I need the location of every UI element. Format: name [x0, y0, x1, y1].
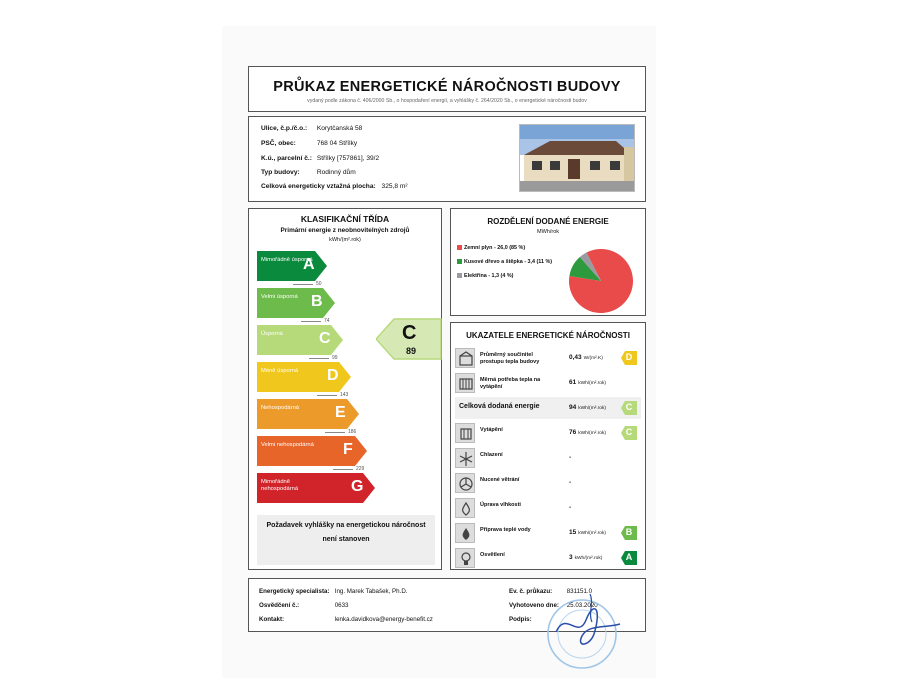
radiator-icon	[455, 373, 475, 393]
indicator-number: -	[569, 454, 572, 461]
indicator-value	[569, 429, 606, 436]
rating-marker	[376, 318, 442, 365]
indicator-row	[455, 497, 641, 519]
class-arrow-tip	[355, 436, 367, 466]
indicators-panel	[450, 322, 646, 570]
requirement-title: Požadavek vyhlášky na energetickou náročnost	[266, 522, 426, 529]
indicator-value	[569, 529, 606, 536]
specialist-row	[259, 588, 408, 595]
indicator-row	[455, 347, 641, 369]
indicator-class-letter: B	[625, 527, 633, 537]
distribution-pie	[567, 247, 635, 315]
class-threshold-value: 186	[348, 429, 357, 435]
class-description: Velmi úsporná	[261, 294, 298, 300]
indicator-label: Osvětlení	[480, 552, 505, 558]
indicator-number: 15	[569, 529, 577, 536]
requirement-value: není stanoven	[322, 536, 370, 543]
issued-label: Vyhotoveno dne:	[509, 602, 559, 609]
indicators-title: UKAZATELE ENERGETICKÉ NÁROČNOSTI	[466, 331, 630, 340]
specialist-value: Ing. Marek Tabašek, Ph.D.	[334, 588, 408, 595]
class-letter: G	[351, 478, 364, 495]
certificate-value: 0633	[334, 602, 349, 609]
cooling-icon	[455, 448, 475, 468]
class-letter: E	[335, 404, 346, 421]
classification-subtitle: Primární energie z neobnovitelných zdrojů	[280, 227, 410, 234]
class-arrow-tip	[339, 362, 351, 392]
classification-unit: kWh/(m².rok)	[329, 237, 361, 243]
indicator-number: 3	[569, 554, 573, 561]
indicator-unit: kWh/(m².rok)	[578, 531, 606, 536]
class-threshold-line	[333, 469, 353, 470]
legend-label: Kusové dřevo a štěpka - 3,4 (11 %)	[464, 259, 553, 265]
class-arrow-tip	[331, 325, 343, 355]
indicator-unit: kWh/(m².rok)	[578, 406, 606, 411]
contact-row	[259, 616, 433, 623]
lighting-icon	[455, 548, 475, 568]
indicator-number: 76	[569, 429, 577, 436]
indicator-row	[455, 547, 641, 569]
class-description: Nehospodárná	[261, 405, 300, 411]
indicator-row	[455, 522, 641, 544]
legend-label: Zemní plyn - 26,0 (85 %)	[464, 245, 526, 251]
indicator-unit: kWh/(m².rok)	[574, 556, 603, 561]
indicator-row	[455, 397, 641, 419]
psc-label: PSČ, obec:	[261, 140, 296, 147]
distribution-title: ROZDĚLENÍ DODANÉ ENERGIE	[487, 217, 609, 226]
indicator-class-letter: A	[625, 552, 633, 562]
classification-panel	[248, 208, 442, 570]
legend-item	[457, 273, 569, 279]
indicator-label: Průměrný součinitel prostupu tepla budovy	[480, 352, 540, 365]
page-subtitle: vydaný podle zákona č. 406/2000 Sb., o hospodaření energií, a vyhlášky č. 264/2020 Sb., o energetické náročnosti budov	[307, 98, 587, 104]
type-label: Typ budovy:	[261, 169, 300, 176]
class-letter: B	[311, 293, 323, 310]
indicator-class-letter: D	[625, 352, 633, 362]
legend-item	[457, 245, 569, 251]
indicator-unit: W/(m².K)	[583, 356, 603, 361]
indicator-label: Chlazení	[480, 452, 503, 458]
certificate-label: Osvědčení č.:	[259, 602, 300, 609]
psc-row	[261, 140, 357, 147]
indicator-number: 0,43	[569, 354, 582, 361]
street-label: Ulice, č.p./č.o.:	[261, 125, 308, 132]
class-arrow-tip	[315, 251, 327, 281]
cadastre-row	[261, 155, 379, 162]
class-arrow-tip	[363, 473, 375, 503]
indicator-class-badge	[621, 401, 637, 415]
indicator-class-badge	[621, 351, 637, 365]
indicator-label: Nucené větrání	[480, 477, 520, 483]
page-title: PRŮKAZ ENERGETICKÉ NÁROČNOSTI BUDOVY	[273, 79, 621, 95]
indicator-value	[569, 404, 606, 411]
fan-icon	[455, 473, 475, 493]
indicator-row	[455, 422, 641, 444]
class-threshold-line	[325, 432, 345, 433]
legend-item	[457, 259, 569, 265]
area-value: 325,8 m²	[381, 183, 408, 190]
indicator-label: Úprava vlhkosti	[480, 502, 521, 508]
indicator-unit: kWh/(m².rok)	[578, 381, 606, 386]
class-arrow-tip	[347, 399, 359, 429]
class-threshold-value: 99	[332, 355, 338, 361]
type-value: Rodinný dům	[316, 169, 356, 176]
specialist-label: Energetický specialista:	[259, 588, 330, 595]
area-row	[261, 183, 408, 190]
indicator-value	[569, 454, 571, 461]
certificate-row	[259, 602, 349, 609]
distribution-unit: MWh/rok	[537, 229, 559, 235]
building-info	[248, 116, 646, 202]
indicator-value	[569, 554, 602, 561]
indicator-class-badge	[621, 426, 637, 440]
indicator-value	[569, 479, 571, 486]
indicator-value	[569, 379, 606, 386]
class-letter: F	[343, 441, 353, 458]
document-header	[248, 66, 646, 112]
rating-letter: C	[402, 322, 417, 344]
street-row	[261, 125, 362, 132]
signature-label: Podpis:	[509, 616, 532, 623]
class-threshold-line	[309, 358, 329, 359]
class-description: Mimořádně nehospodárná	[261, 479, 299, 492]
class-description: Velmi nehospodárná	[261, 442, 314, 448]
class-arrow-body	[257, 399, 347, 429]
indicator-number: -	[569, 479, 572, 486]
class-letter: D	[327, 367, 339, 384]
class-threshold-value: 229	[356, 466, 365, 472]
legend-swatch	[457, 273, 462, 278]
class-letter: A	[303, 256, 315, 273]
indicator-label: Vytápění	[480, 427, 503, 433]
rating-value: 89	[406, 346, 417, 356]
humidity-icon	[455, 498, 475, 518]
class-description: Méně úsporná	[261, 368, 299, 374]
indicator-label: Celková dodaná energie	[459, 403, 540, 410]
class-threshold-value: 50	[316, 281, 322, 287]
energy-distribution-panel	[450, 208, 646, 316]
indicator-unit: kWh/(m².rok)	[578, 431, 606, 436]
indicator-number: -	[569, 504, 572, 511]
hot-water-icon	[455, 523, 475, 543]
class-arrow-tip	[323, 288, 335, 318]
classification-title: KLASIFIKAČNÍ TŘÍDA	[300, 214, 390, 224]
type-row	[261, 169, 356, 176]
heating-icon	[455, 423, 475, 443]
envelope-icon	[455, 348, 475, 368]
legend-label: Elektřina - 1,3 (4 %)	[464, 273, 514, 279]
contact-label: Kontakt:	[259, 616, 285, 623]
building-photo	[519, 124, 635, 192]
contact-value	[335, 616, 433, 623]
indicator-class-letter: C	[625, 402, 633, 412]
official-stamp	[532, 588, 632, 670]
ev-value: 831151.0	[566, 588, 593, 595]
indicator-class-letter: C	[625, 427, 633, 437]
class-threshold-value: 74	[324, 318, 330, 324]
indicator-row	[455, 447, 641, 469]
legend-swatch	[457, 245, 462, 250]
class-threshold-line	[317, 395, 337, 396]
indicator-number: 61	[569, 379, 577, 386]
ev-label: Ev. č. průkazu:	[509, 588, 553, 595]
class-threshold-line	[301, 321, 321, 322]
indicator-label: Příprava teplé vody	[480, 527, 531, 533]
indicator-value	[569, 354, 603, 361]
indicator-value	[569, 504, 571, 511]
indicator-class-badge	[621, 526, 637, 540]
cadastre-label: K.ú., parcelní č.:	[261, 155, 312, 162]
area-label: Celková energeticky vztažná plocha:	[261, 183, 376, 190]
indicator-number: 94	[569, 404, 577, 411]
indicator-row	[455, 372, 641, 394]
contact-email-link[interactable]: lenka.davidkova@energy-benefit.cz	[334, 616, 433, 623]
cadastre-value: Střílky [757861], 39/2	[316, 155, 380, 162]
class-arrow-body	[257, 436, 355, 466]
psc-value: 768 04 Střílky	[316, 140, 358, 147]
indicator-class-badge	[621, 551, 637, 565]
legend-swatch	[457, 259, 462, 264]
class-description: Úsporná	[261, 331, 283, 337]
indicator-label: Měrná potřeba tepla na vytápění	[480, 377, 541, 390]
indicator-row	[455, 472, 641, 494]
class-description: Mimořádně úsporná	[261, 257, 313, 263]
street-value: Korytčanská 58	[316, 125, 363, 132]
issued-value: 25.03.2020	[566, 602, 598, 609]
class-threshold-line	[293, 284, 313, 285]
class-threshold-value: 143	[340, 392, 349, 398]
class-letter: C	[319, 330, 331, 347]
requirement-box	[257, 515, 435, 565]
